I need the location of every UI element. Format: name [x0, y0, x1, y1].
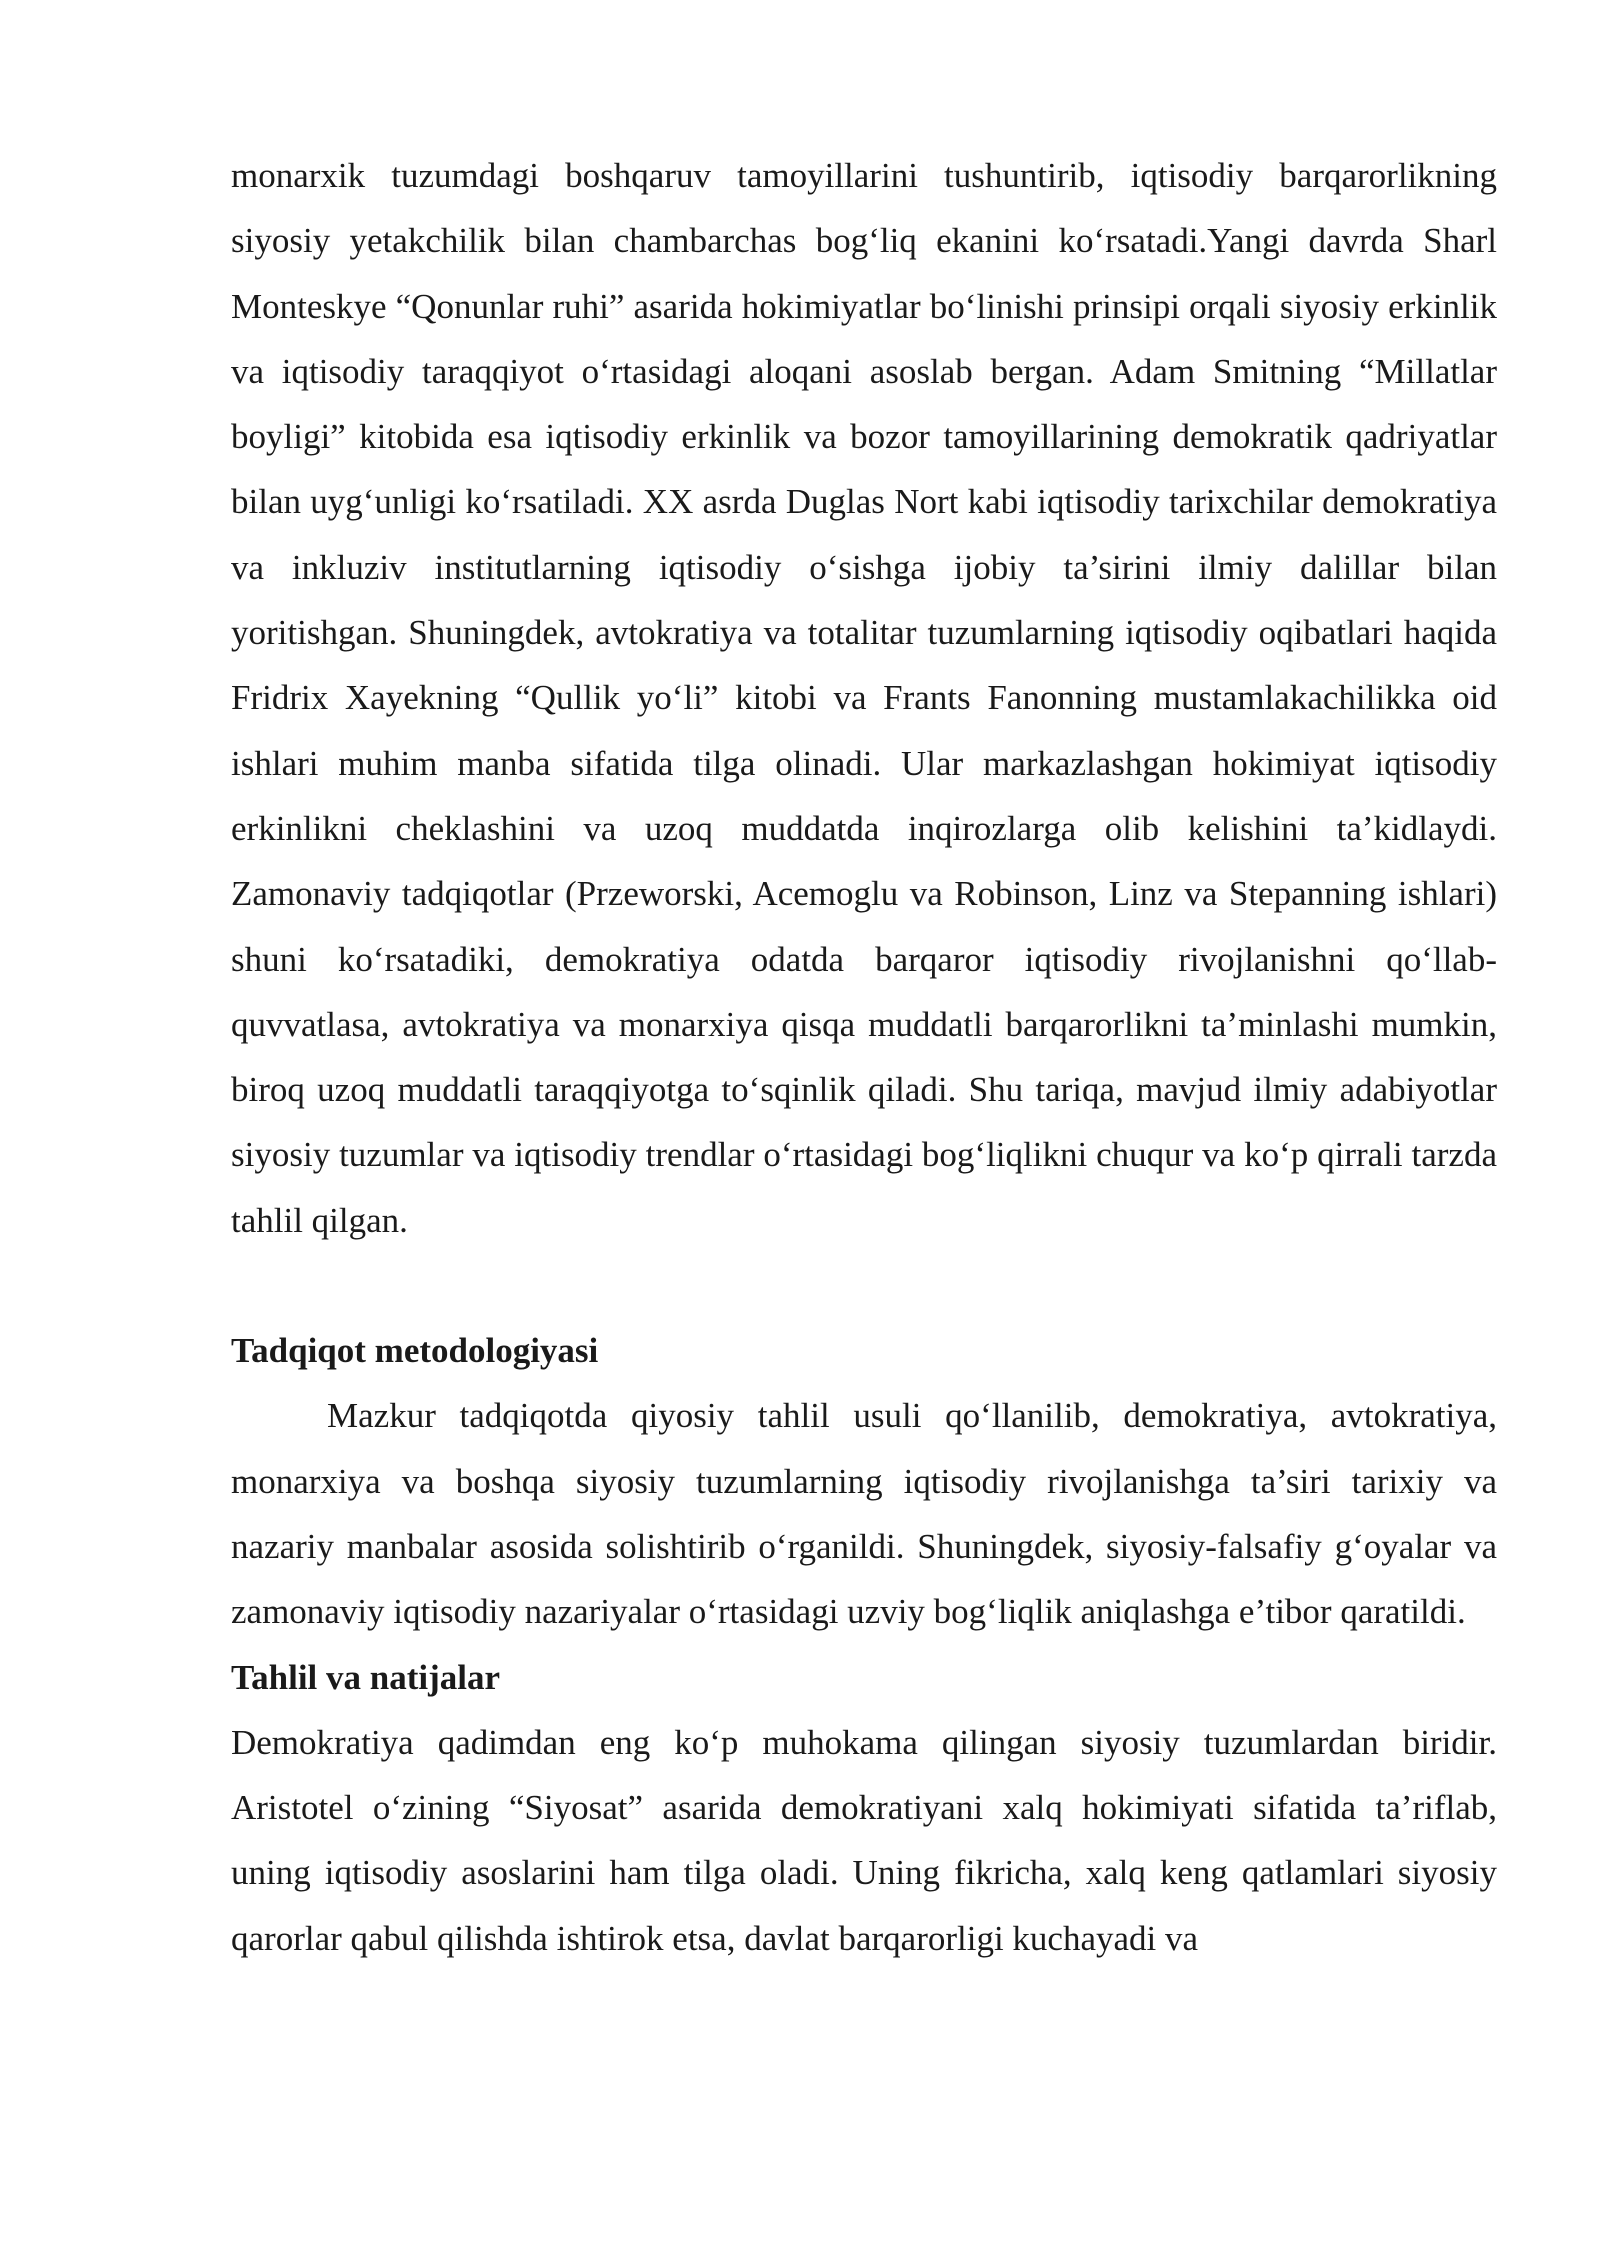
heading-results: Tahlil va natijalar — [231, 1657, 501, 1697]
paragraph-results: Demokratiya qadimdan eng ko‘p muhokama qilingan siyosiy tuzumlardan biridir. Aristotel o‘zining “Siyosat” asarida demokratiyani xalq hokimiyati sifatida ta’riflab, uning iqtisodiy asoslarini ham tilga oladi. Uning fikricha, xalq keng qatlamlari siyosiy qarorlar qabul qilishda ishtirok etsa, davlat barqarorligi kuchayadi va — [231, 1722, 1497, 1958]
paragraph-literature: monarxik tuzumdagi boshqaruv tamoyillarini tushuntirib, iqtisodiy barqarorlikning siyosiy yetakchilik bilan chambarchas bog‘liq ekanini ko‘rsatadi.Yangi davrda Sharl Monteskye “Qonunlar ruhi” asarida hokimiyatlar bo‘linishi prinsipi orqali siyosiy erkinlik va iqtisodiy taraqqiyot o‘rtasidagi aloqani asoslab bergan. Adam Smitning “Millatlar boyligi” kitobida esa iqtisodiy erkinlik va bozor tamoyillarining demokratik qadriyatlar bilan uyg‘unligi ko‘rsatiladi. XX asrda Duglas Nort kabi iqtisodiy tarixchilar demokratiya va inkluziv institutlarning iqtisodiy o‘sishga ijobiy ta’sirini ilmiy dalillar bilan yoritishgan. Shuningdek, avtokratiya va totalitar tuzumlarning iqtisodiy oqibatlari haqida Fridrix Xayekning “Qullik yo‘li” kitobi va Frants Fanonning mustamlakachilikka oid ishlari muhim manba sifatida tilga olinadi. Ular markazlashgan hokimiyat iqtisodiy erkinlikni cheklashini va uzoq muddatda inqirozlarga olib kelishini ta’kidlaydi. Zamonaviy tadqiqotlar (Przeworski, Acemoglu va Robinson, Linz va Stepanning ishlari) shuni ko‘rsatadiki, demokratiya odatda barqaror iqtisodiy rivojlanishni qo‘llab-quvvatlasa, avtokratiya va monarxiya qisqa muddatli barqarorlikni ta’minlashi mumkin, biroq uzoq muddatli taraqqiyotga to‘sqinlik qiladi. Shu tariqa, mavjud ilmiy adabiyotlar siyosiy tuzumlar va iqtisodiy trendlar o‘rtasidagi bog‘liqlikni chuqur va ko‘p qirrali tarzda tahlil qilgan. — [231, 156, 1497, 1240]
paragraph-methodology: Mazkur tadqiqotda qiyosiy tahlil usuli qo‘llanilib, demokratiya, avtokratiya, monarxiya va boshqa siyosiy tuzumlarning iqtisodiy rivojlanishga ta’siri tarixiy va nazariy manbalar asosida solishtirib o‘rganildi. Shuningdek, siyosiy-falsafiy g‘oyalar va zamonaviy iqtisodiy nazariyalar o‘rtasidagi uzviy bog‘liqlik aniqlashga e’tibor qaratildi. — [231, 1396, 1497, 1632]
document-page — [231, 143, 1497, 1971]
heading-methodology: Tadqiqot metodologiyasi — [231, 1331, 599, 1371]
